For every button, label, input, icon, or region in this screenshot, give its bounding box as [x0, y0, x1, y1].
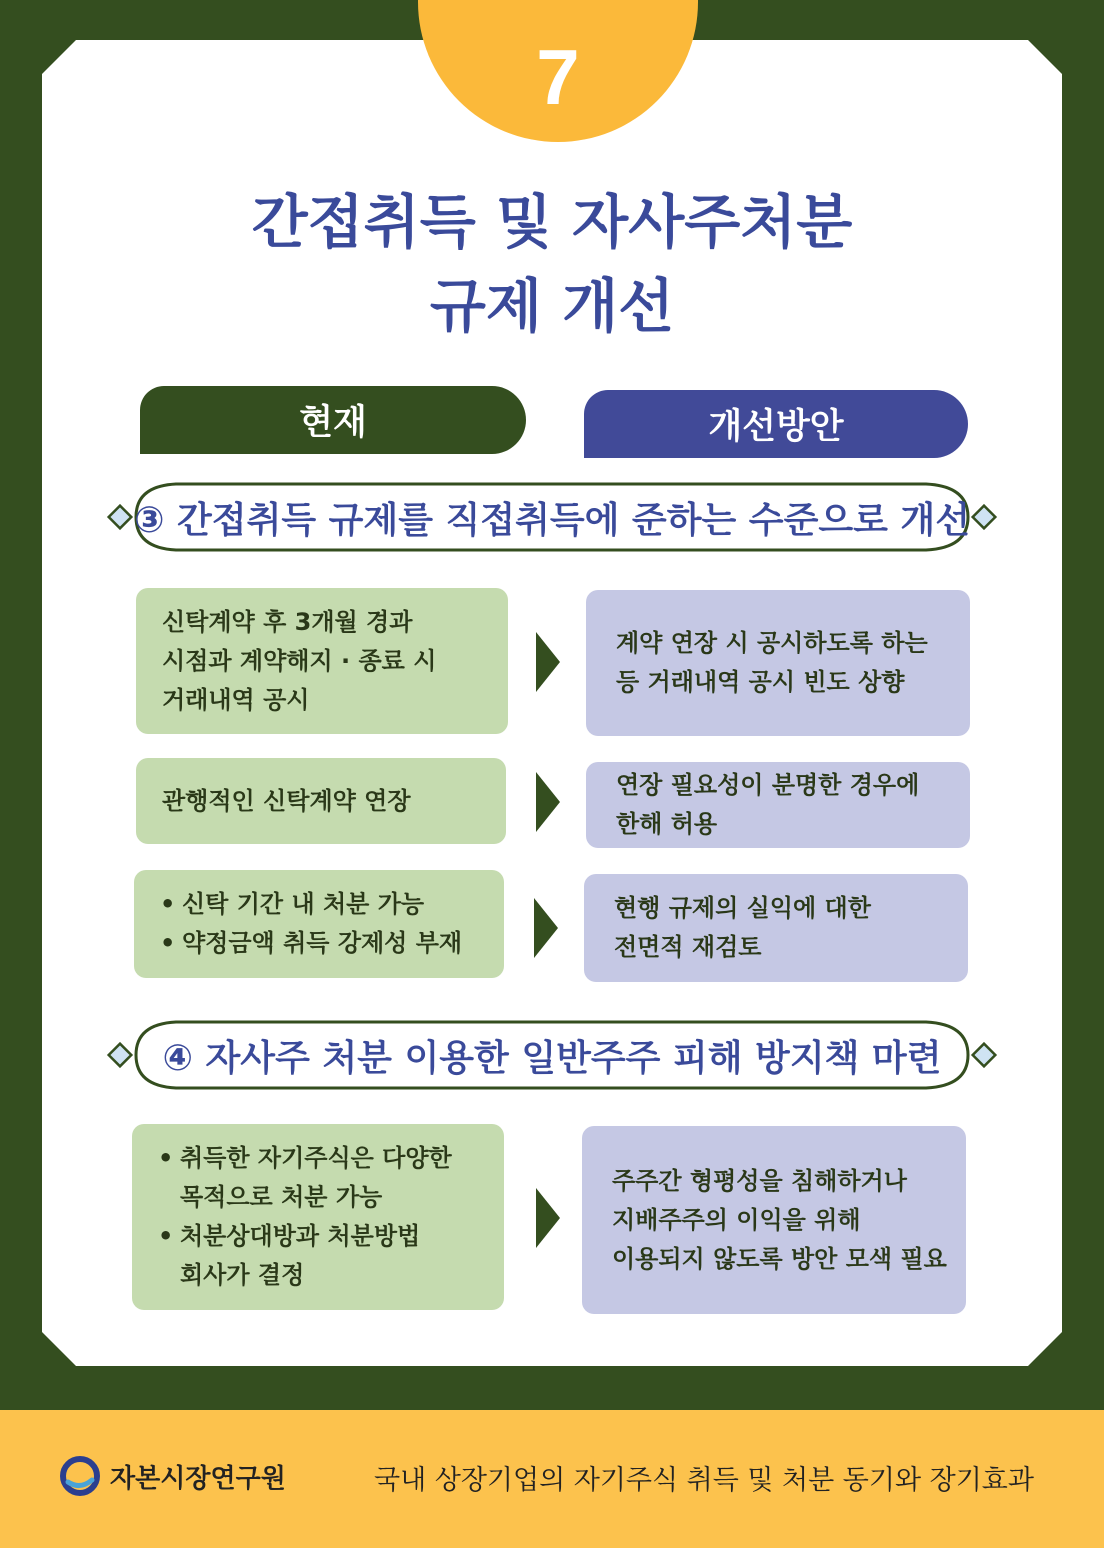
row3-improvement-line1: 현행 규제의 실익에 대한 — [614, 894, 871, 922]
section4-improvement-line1: 주주간 형평성을 침해하거나 — [612, 1166, 907, 1195]
section4-banner — [106, 1016, 998, 1094]
row1-improvement-line1: 계약 연장 시 공시하도록 하는 — [616, 629, 928, 657]
row3-improvement-line2: 전면적 재검토 — [614, 933, 762, 961]
row2-current-line1: 관행적인 신탁계약 연장 — [162, 786, 411, 815]
row1-current-line3: 거래내역 공시 — [162, 685, 310, 714]
column-header-current: 현재 — [140, 386, 526, 454]
row2-improvement-line1: 연장 필요성이 분명한 경우에 — [616, 771, 920, 799]
row3-current-bullet2-text: 약정금액 취득 강제성 부재 — [182, 929, 463, 957]
row2-current-box — [136, 758, 506, 844]
column-header-improvement: 개선방안 — [584, 390, 968, 458]
row3-current-box — [134, 870, 504, 978]
section4-improvement-line2: 지배주주의 이익을 위해 — [612, 1205, 861, 1234]
bullet-icon: • — [160, 929, 176, 957]
arrow-right-icon — [534, 898, 558, 958]
row1-current-box — [136, 588, 508, 734]
section4-improvement-box — [582, 1126, 966, 1314]
section4-improvement-line3: 이용되지 않도록 방안 모색 필요 — [612, 1244, 947, 1273]
org-logo — [60, 1456, 286, 1496]
org-name: 자본시장연구원 — [110, 1463, 286, 1494]
org-logo-icon — [60, 1456, 100, 1496]
section4-current-bullet1-line1: 취득한 자기주식은 다양한 — [180, 1144, 452, 1172]
bullet-icon: • — [158, 1144, 174, 1172]
row1-current-line2: 시점과 계약해지 · 종료 시 — [162, 646, 437, 675]
section4-current-bullet1 — [158, 1139, 504, 1178]
row3-improvement-box — [584, 874, 968, 982]
section4-heading: ④ 자사주 처분 이용한 일반주주 피해 방지책 마련 — [162, 1037, 942, 1079]
section4-current-bullet2-line2: 회사가 결정 — [180, 1261, 305, 1289]
row1-improvement-box — [586, 590, 970, 736]
section3-banner — [106, 478, 998, 556]
section3-heading: ③ 간접취득 규제를 직접취득에 준하는 수준으로 개선 — [134, 499, 970, 541]
row3-current-bullet1-text: 신탁 기간 내 처분 가능 — [182, 890, 425, 918]
arrow-right-icon — [536, 1188, 560, 1248]
row1-current-line1: 신탁계약 후 3개월 경과 — [162, 607, 413, 636]
page-number: 7 — [536, 33, 580, 121]
bullet-icon: • — [158, 1222, 174, 1250]
arrow-right-icon — [536, 632, 560, 692]
bullet-icon: • — [160, 890, 176, 918]
page-title-line2: 규제 개선 — [429, 272, 675, 340]
arrow-right-icon — [536, 772, 560, 832]
section4-current-box — [132, 1124, 504, 1310]
row2-improvement-line2: 한해 허용 — [616, 810, 718, 838]
row2-improvement-box — [586, 762, 970, 848]
row3-current-bullet1 — [160, 885, 504, 924]
report-title: 국내 상장기업의 자기주식 취득 및 처분 동기와 장기효과 — [374, 1465, 1034, 1496]
section4-current-bullet2-line1: 처분상대방과 처분방법 — [180, 1222, 421, 1250]
page-title-line1: 간접취득 및 자사주처분 — [251, 188, 853, 256]
section4-current-bullet1-line2: 목적으로 처분 가능 — [180, 1183, 383, 1211]
section4-current-bullet2 — [158, 1217, 504, 1256]
row1-improvement-line2: 등 거래내역 공시 빈도 상향 — [616, 668, 905, 696]
row3-current-bullet2 — [160, 924, 504, 963]
